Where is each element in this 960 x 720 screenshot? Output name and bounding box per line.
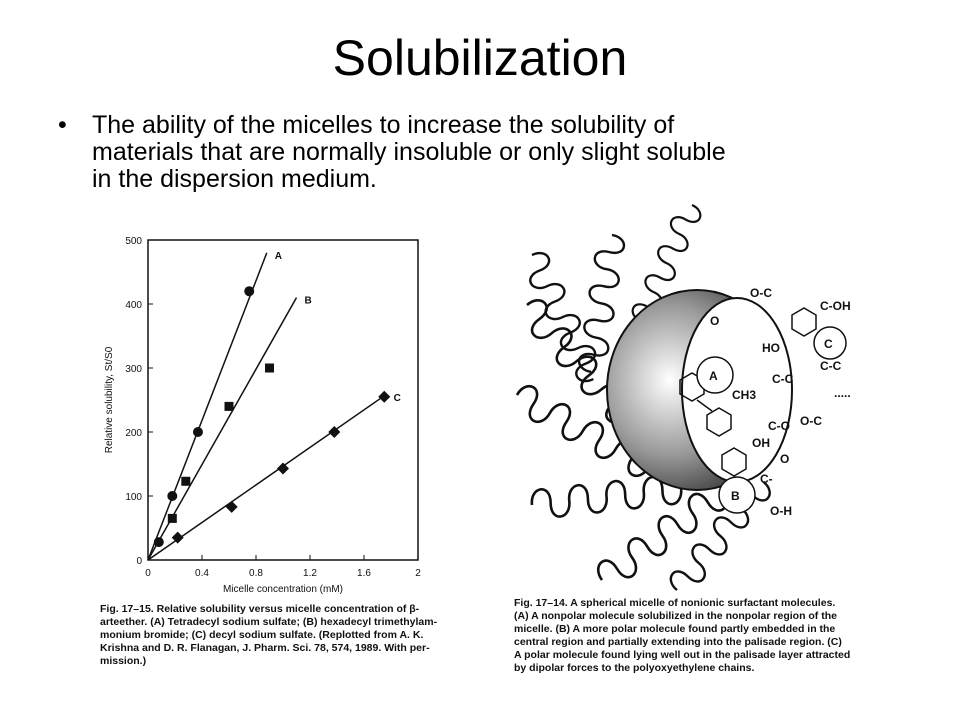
data-point-a: [193, 427, 203, 437]
data-point-c: [378, 391, 390, 403]
c-c-label: C-C: [772, 372, 794, 386]
y-tick-label: 300: [125, 364, 142, 375]
hydroxyl-label: OH: [752, 436, 770, 450]
x-tick-label: 2: [415, 568, 421, 579]
carboxyl-label: C-OH: [820, 299, 851, 313]
data-point-a: [167, 491, 177, 501]
bullet-text: [92, 112, 922, 193]
molecule-c-label: C: [824, 337, 833, 351]
fit-line-a: [148, 253, 267, 560]
caption-line: mission.): [100, 655, 147, 667]
caption-line: A polar molecule found lying well out in the palisade layer attracted: [514, 649, 851, 661]
chart-caption: [100, 603, 440, 668]
bullet-line: in the dispersion medium.: [92, 165, 377, 193]
data-point-c: [226, 501, 238, 513]
x-tick-label: 0.8: [249, 568, 263, 579]
slide-title: Solubilization: [332, 30, 628, 86]
y-axis-label: Relative solubility, St/S0: [104, 346, 115, 454]
x-tick-label: 1.2: [303, 568, 317, 579]
c-c-label: C-C: [820, 359, 842, 373]
carbon-label: C-: [760, 472, 773, 486]
series-label-a: A: [274, 250, 283, 262]
y-tick-label: 500: [125, 236, 142, 247]
series-label-b: B: [304, 295, 312, 307]
o-h-label: O-H: [770, 504, 792, 518]
caption-line: micelle. (B) A more polar molecule found partly embedded in the: [514, 623, 836, 635]
o-c-label: O-C: [800, 414, 822, 428]
y-tick-label: 0: [136, 556, 142, 567]
data-point-b: [181, 477, 190, 486]
caption-line: arteether. (A) Tetradecyl sodium sulfate; (B) hexadecyl trimethylam-: [100, 616, 438, 628]
x-tick-label: 0: [145, 568, 151, 579]
y-tick-label: 200: [125, 428, 142, 439]
double-bond-oxygen-label: O: [780, 452, 790, 466]
bullet-line: The ability of the micelles to increase the solubility of: [92, 111, 675, 139]
chain-continuation-label: .....: [834, 386, 851, 400]
caption-line: monium bromide; (C) decyl sodium sulfate. (Replotted from A. K.: [100, 629, 424, 641]
micelle-diagram: [512, 185, 872, 595]
data-point-a: [244, 286, 254, 296]
molecule-a-label: A: [709, 369, 718, 383]
caption-line: (A) A nonpolar molecule solubilized in the nonpolar region of the: [514, 610, 837, 622]
oxygen-label: O: [710, 314, 720, 328]
x-tick-label: 1.6: [357, 568, 371, 579]
hydroxyl-label: HO: [762, 341, 780, 355]
data-point-b: [225, 402, 234, 411]
data-point-b: [168, 514, 177, 523]
data-point-b: [265, 364, 274, 373]
y-tick-label: 100: [125, 492, 142, 503]
diagram-caption: [514, 597, 866, 675]
y-tick-label: 400: [125, 300, 142, 311]
molecule-b-label: B: [731, 489, 740, 503]
bullet-symbol: •: [58, 111, 67, 139]
data-point-c: [277, 462, 289, 474]
bullet-line: materials that are normally insoluble or only slight soluble: [92, 138, 726, 166]
x-axis-label: Micelle concentration (mM): [222, 584, 344, 595]
methyl-label: CH3: [732, 388, 757, 402]
x-tick-label: 0.4: [195, 568, 209, 579]
c-o-label: C-O: [768, 419, 790, 433]
series-label-c: C: [393, 392, 401, 404]
solubility-chart: [98, 225, 438, 595]
caption-line: central region and partially extending into the palisade region. (C): [514, 636, 842, 648]
caption-line: by dipolar forces to the polyoxyethylene chains.: [514, 662, 755, 674]
o-c-label: O-C: [750, 286, 772, 300]
caption-line: Fig. 17–14. A spherical micelle of nonionic surfactant molecules.: [514, 597, 836, 609]
caption-line: Fig. 17–15. Relative solubility versus micelle concentration of β-: [100, 603, 420, 615]
caption-line: Krishna and D. R. Flanagan, J. Pharm. Sci. 78, 574, 1989. With per-: [100, 642, 430, 654]
